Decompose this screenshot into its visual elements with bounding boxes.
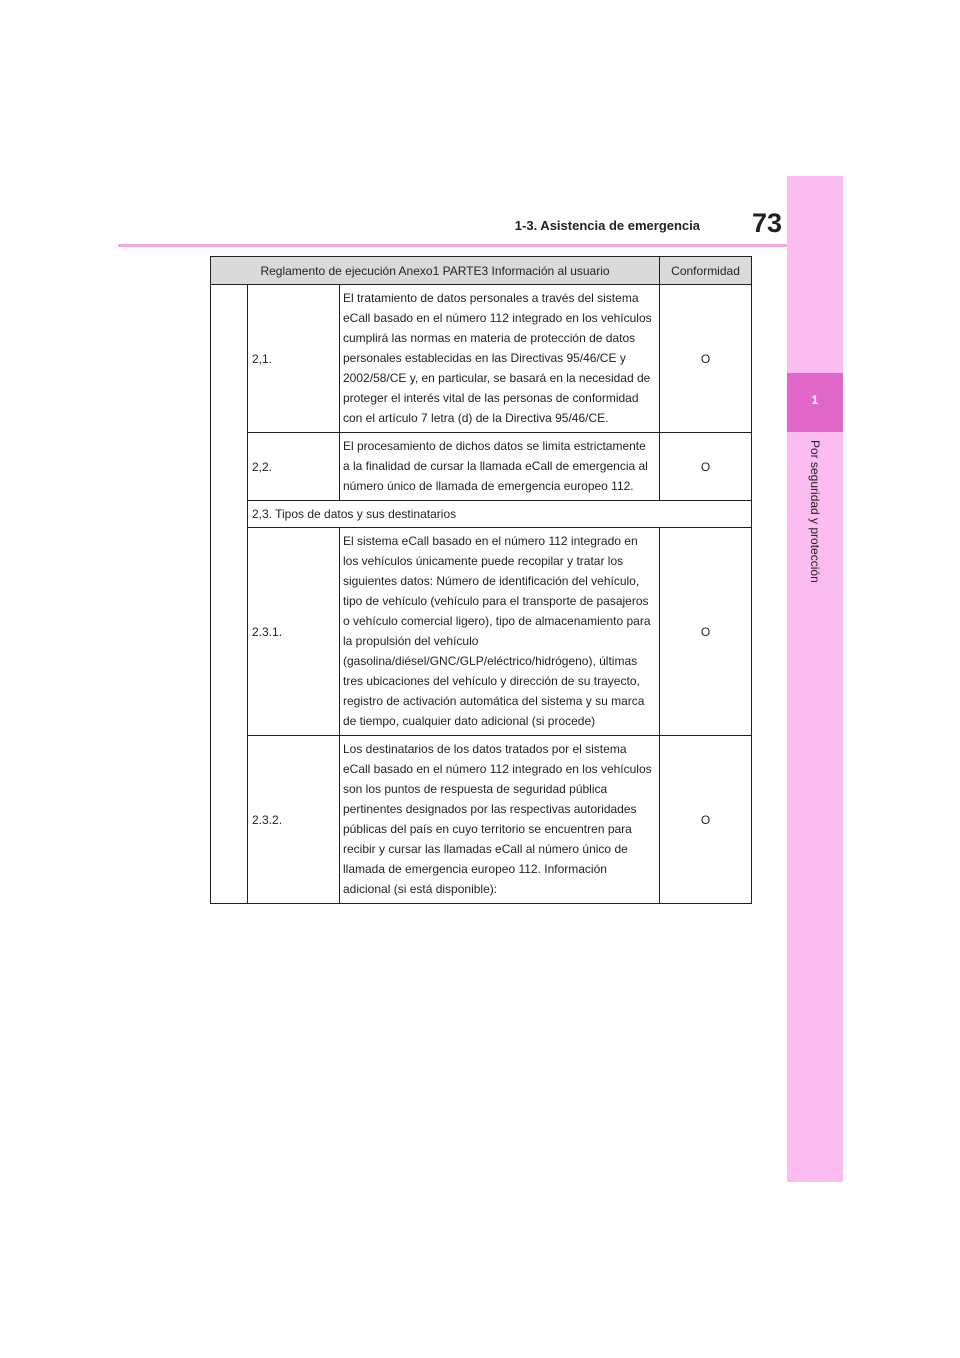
row-text: El sistema eCall basado en el número 112 integrado en los vehículos únicamente puede recopilar y tratar los siguientes datos: Número de identificación del vehículo, tipo de vehículo (vehículo para el transporte de pasajeros o vehículo comercial ligero), tipo de almacenamiento para la propulsión del vehículo (gasolina/diésel/GNC/GLP/eléctrico/hidrógeno), últimas tres ubicaciones del vehículo y dirección de su trayecto, registro de activación automática del sistema y su marca de tiempo, cualquier dato adicional (si procede)	[340, 528, 660, 736]
chapter-number: 1	[811, 393, 819, 407]
row-number: 2,2.	[248, 433, 340, 501]
row-subheading: 2,3. Tipos de datos y sus destinatarios	[248, 501, 752, 528]
section-title: 1-3. Asistencia de emergencia	[514, 218, 700, 233]
chapter-title: Por seguridad y protección	[808, 440, 822, 583]
chapter-number-block	[787, 373, 843, 432]
table-row	[211, 433, 752, 501]
table-row	[211, 528, 752, 736]
row-conformity: O	[660, 528, 752, 736]
table-header-row	[211, 257, 752, 285]
ecall-info-table	[210, 256, 752, 904]
chapter-side-tab	[787, 176, 843, 1182]
header-conformity: Conformidad	[660, 257, 752, 285]
row-text: Los destinatarios de los datos tratados por el sistema eCall basado en el número 112 integrado en los vehículos son los puntos de respuesta de seguridad pública pertinentes designados por las respectivas autoridades públicas del país en cuyo territorio se encuentren para recibir y cursar las llamadas eCall al número único de llamada de emergencia europeo 112. Información adicional (si está disponible):	[340, 736, 660, 904]
row-conformity: O	[660, 736, 752, 904]
row-number: 2,1.	[248, 285, 340, 433]
table-row	[211, 285, 752, 433]
page-number: 73	[751, 208, 782, 238]
table-subheading-row	[211, 501, 752, 528]
header-rule	[118, 244, 787, 247]
header-regulation: Reglamento de ejecución Anexo1 PARTE3 Información al usuario	[211, 257, 660, 285]
row-number: 2.3.1.	[248, 528, 340, 736]
row-conformity: O	[660, 285, 752, 433]
row-number: 2.3.2.	[248, 736, 340, 904]
table-row	[211, 736, 752, 904]
indent-cell	[211, 285, 248, 904]
row-conformity: O	[660, 433, 752, 501]
row-text: El procesamiento de dichos datos se limita estrictamente a la finalidad de cursar la llamada eCall de emergencia al número único de llamada de emergencia europeo 112.	[340, 433, 660, 501]
row-text: El tratamiento de datos personales a través del sistema eCall basado en el número 112 integrado en los vehículos cumplirá las normas en materia de protección de datos personales establecidas en las Directivas 95/46/CE y 2002/58/CE y, en particular, se basará en la necesidad de proteger el interés vital de las personas de conformidad con el artículo 7 letra (d) de la Directiva 95/46/CE.	[340, 285, 660, 433]
